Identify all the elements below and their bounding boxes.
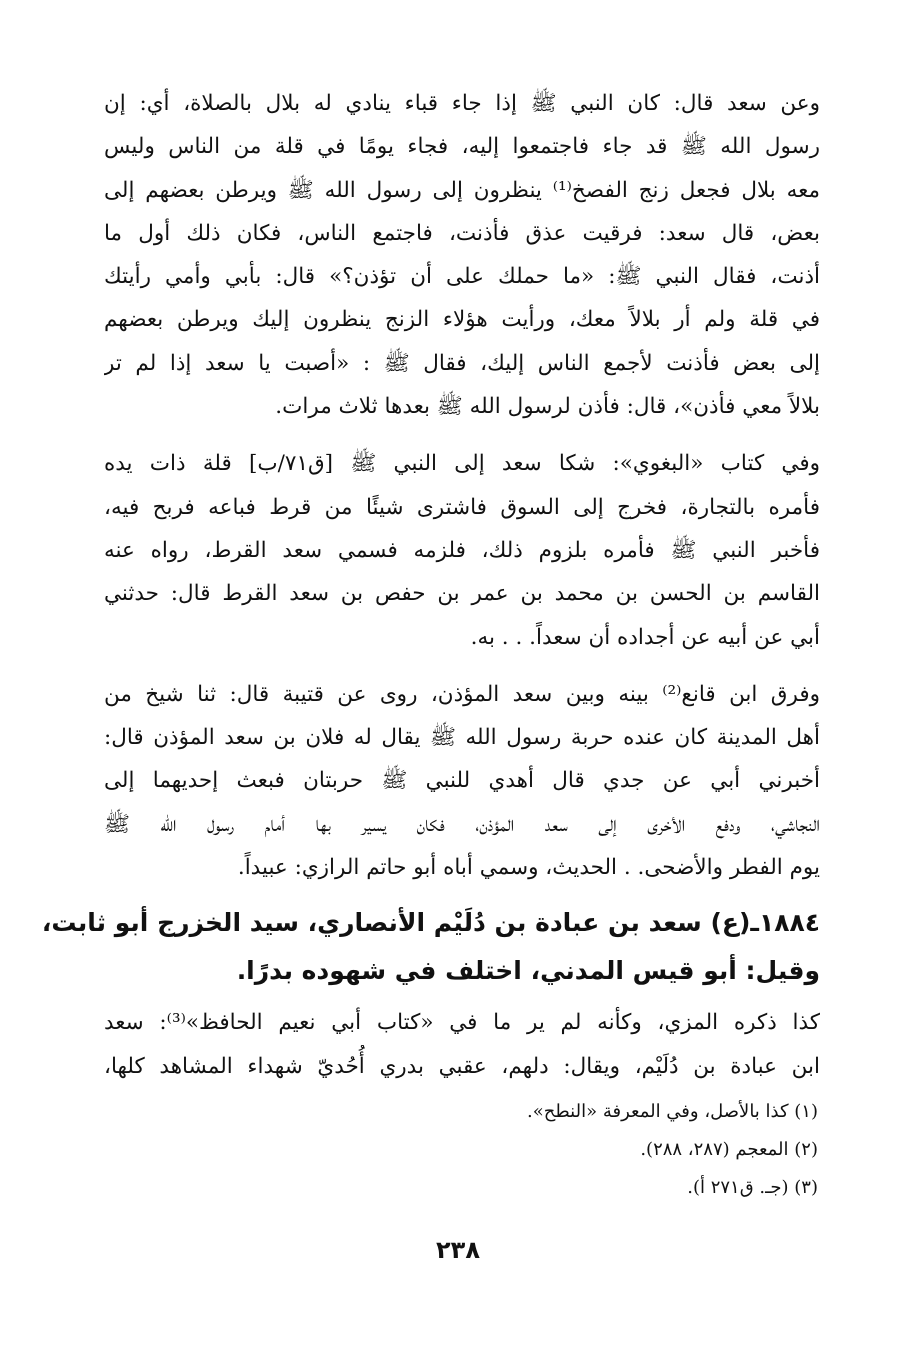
entry-text [104,1001,820,1088]
text-line: القاسم بن الحسن بن محمد بن عمر بن حفص بن سعد القرط قال: حدثني [104,581,820,607]
text-line: أذنت، فقال النبي ﷺ: «ما حملك على أن تؤذن؟» قال: بأبي وأمي رأيتك [104,264,820,290]
paragraph-ibn-qani [104,673,820,889]
page-body [41,82,820,1088]
text-line: وعن سعد قال: كان النبي ﷺ إذا جاء قباء ينادي له بلال بالصلاة، أي: إن [104,91,820,116]
text-line: أهل المدينة كان عنده حربة رسول الله ﷺ يقال له فلان بن سعد المؤذن قال: [104,725,820,751]
footnote-3: (٣) (جـ. ق٢٧١ أ). [687,1177,818,1198]
text-line: رسول الله ﷺ قد جاء فاجتمعوا إليه، فجاء يومًا في قلة من الناس وليس [104,134,820,160]
text-line: معه بلال فجعل زنج الفصخ⁽¹⁾ ينظرون إلى رسول الله ﷺ ويرطن بعضهم إلى [104,177,820,203]
entry-heading [41,899,820,995]
text-line: أبي عن أبيه عن أجداده أن سعداً. . . به. [470,624,820,650]
heading-line: ١٨٨٤ـ(ع) سعد بن عبادة بن دُلَيْم الأنصاري، سيد الخزرج أبو ثابت، [41,908,820,938]
text-line: النجاشي، ودفع الأخرى إلى سعد المؤذن، فكان يسير بها أمام رسول الله ﷺ [104,811,820,837]
text-line: بعض، قال سعد: فرقيت عذق فأذنت، فاجتمع الناس، فكان ذلك أول ما [104,220,820,246]
text-line: في قلة ولم أر بلالاً معك، ورأيت هؤلاء الزنج ينظرون إليك ويرطن بعضهم [104,307,820,333]
text-line: كذا ذكره المزي، وكأنه لم ير ما في «كتاب أبي نعيم الحافظ»⁽³⁾: سعد [104,1010,820,1036]
text-line: وفي كتاب «البغوي»: شكا سعد إلى النبي ﷺ [ق٧١/ب] قلة ذات يده [104,451,820,477]
text-line: يوم الفطر والأضحى. . الحديث، وسمي أباه أبو حاتم الرازي: عبيداً. [237,855,820,881]
page-number: ٢٣٨ [436,1236,480,1264]
text-line: وفرق ابن قانع⁽²⁾ بينه وبين سعد المؤذن، روى عن قتيبة قال: ثنا شيخ من [104,681,820,707]
text-line: فأخبر النبي ﷺ فأمره بلزوم ذلك، فلزمه فسمي سعد القرط، رواه عنه [104,537,820,563]
footnote-1: (١) كذا بالأصل، وفي المعرفة «النطح». [527,1101,818,1122]
text-line: إلى بعض فأذنت لأجمع الناس إليك، فقال ﷺ : «أصبت يا سعد إذا لم تر [104,350,820,376]
paragraph-saad-adhan [104,82,820,428]
heading-line: وقيل: أبو قيس المدني، اختلف في شهوده بدرًا. [236,956,820,986]
footnotes [104,1093,820,1207]
paragraph-baghawi [104,442,820,658]
text-line: أخبرني أبي عن جدي قال أهدي للنبي ﷺ حربتان فبعث إحديهما إلى [104,768,820,794]
text-line: بلالاً معي فأذن»، قال: فأذن لرسول الله ﷺ بعدها ثلاث مرات. [275,394,820,420]
footnote-2: (٢) المعجم (٢٨٧، ٢٨٨). [640,1139,818,1160]
text-line: فأمره بالتجارة، فخرج إلى السوق فاشترى شيئًا من قرط فباعه فربح فيه، [104,494,820,520]
text-line: ابن عبادة بن دُلَيْم، ويقال: دلهم، عقبي بدري أُحُديّ شهداء المشاهد كلها، [104,1053,820,1079]
